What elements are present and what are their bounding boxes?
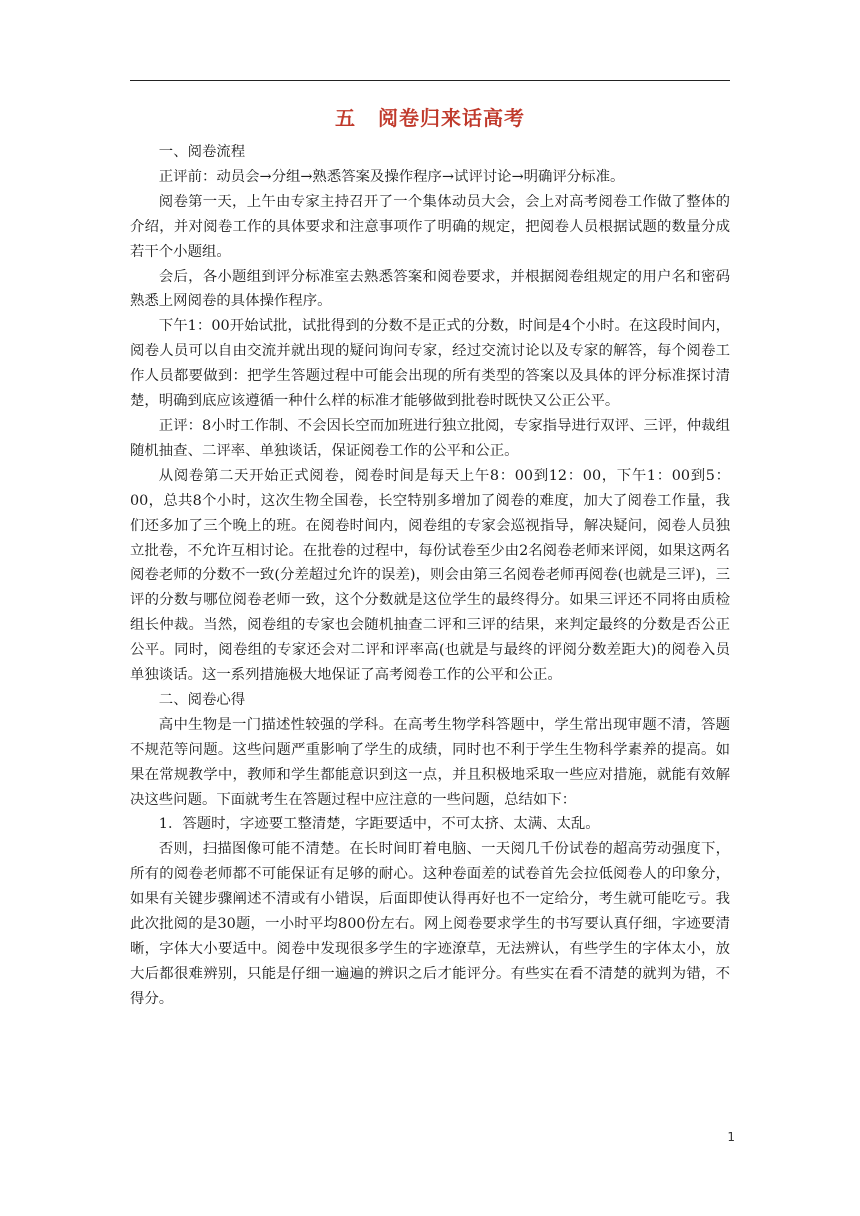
section-heading: 二、阅卷心得 (158, 691, 246, 708)
paragraph: 下午1：00开始试批，试批得到的分数不是正式的分数，时间是4个小时。在这段时间内，阅卷人员可以自由交流并就出现的疑问询问专家，经过交流讨论以及专家的解答，每个阅卷工作人员都要做到：把学生答题过程中可能会出现的所有类型的答案以及具体的评分标准探讨清楚，明确到底应该遵循一种什么样的标准才能够做到批卷时既快又公正公平。 (130, 318, 730, 410)
header-rule (130, 80, 730, 81)
title-text: 阅卷归来话高考 (378, 106, 525, 130)
paragraph: 否则，扫描图像可能不清楚。在长时间盯着电脑、一天阅几千份试卷的超高劳动强度下，所有的阅卷老师都不可能保证有足够的耐心。这种卷面差的试卷首先会拉低阅卷人的印象分，如果有关键步骤阐述不清或有小错误，后面即使认得再好也不一定给分，考生就可能吃亏。我此次批阅的是30题，一小时平均800份左右。网上阅卷要求学生的书写要认真仔细，字迹要清晰，字体大小要适中。阅卷中发现很多学生的字迹潦草，无法辨认，有些学生的字体太小，放大后都很难辨别，只能是仔细一遍遍的辨识之后才能评分。有些实在看不清楚的就判为错，不得分。 (130, 841, 730, 1007)
page-title (130, 100, 730, 136)
paragraph: 阅卷第一天，上午由专家主持召开了一个集体动员大会，会上对高考阅卷工作做了整体的介绍，并对阅卷工作的具体要求和注意事项作了明确的规定，把阅卷人员根据试题的数量分成若干个小题组。 (130, 193, 730, 260)
section-heading: 一、阅卷流程 (158, 144, 246, 160)
title-number: 五 (335, 106, 356, 130)
paragraph: 高中生物是一门描述性较强的学科。在高考生物学科答题中，学生常出现审题不清，答题不规范等问题。这些问题严重影响了学生的成绩，同时也不利于学生生物科学素养的提高。如果在常规教学中，教师和学生都能意识到这一点，并且积极地采取一些应对措施，就能有效解决这些问题。下面就考生在答题过程中应注意的一些问题，总结如下： (130, 716, 730, 808)
document-body (130, 140, 730, 1012)
paragraph: 从阅卷第二天开始正式阅卷，阅卷时间是每天上午8：00到12：00，下午1：00到5：00，总共8个小时，这次生物全国卷，长空特别多增加了阅卷的难度，加大了阅卷工作量，我们还多加了三个晚上的班。在阅卷时间内，阅卷组的专家会巡视指导，解决疑问，阅卷人员独立批卷，不允许互相讨论。在批卷的过程中，每份试卷至少由2名阅卷老师来评阅，如果这两名阅卷老师的分数不一致(分差超过允许的误差)，则会由第三名阅卷老师再阅卷(也就是三评)，三评的分数与哪位阅卷老师一致，这个分数就是这位学生的最终得分。如果三评还不同将由质检组长仲裁。当然，阅卷组的专家也会随机抽查二评和三评的结果，来判定最终的分数是否公正公平。同时，阅卷组的专家还会对二评和评率高(也就是与最终的评阅分数差距大)的阅卷入员单独谈话。这一系列措施极大地保证了高考阅卷工作的公平和公正。 (130, 467, 730, 684)
paragraph: 正评前：动员会→分组→熟悉答案及操作程序→试评讨论→明确评分标准。 (158, 168, 625, 185)
list-item: 1．答题时，字迹要工整清楚，字距要适中，不可太挤、太满、太乱。 (158, 816, 600, 833)
page-number: 1 (727, 1130, 735, 1144)
paragraph: 会后，各小题组到评分标准室去熟悉答案和阅卷要求，并根据阅卷组规定的用户名和密码熟悉上网阅卷的具体操作程序。 (130, 268, 730, 310)
paragraph: 正评：8小时工作制、不会因长空而加班进行独立批阅，专家指导进行双评、三评，仲裁组随机抽查、二评率、单独谈话，保证阅卷工作的公平和公正。 (130, 417, 730, 459)
